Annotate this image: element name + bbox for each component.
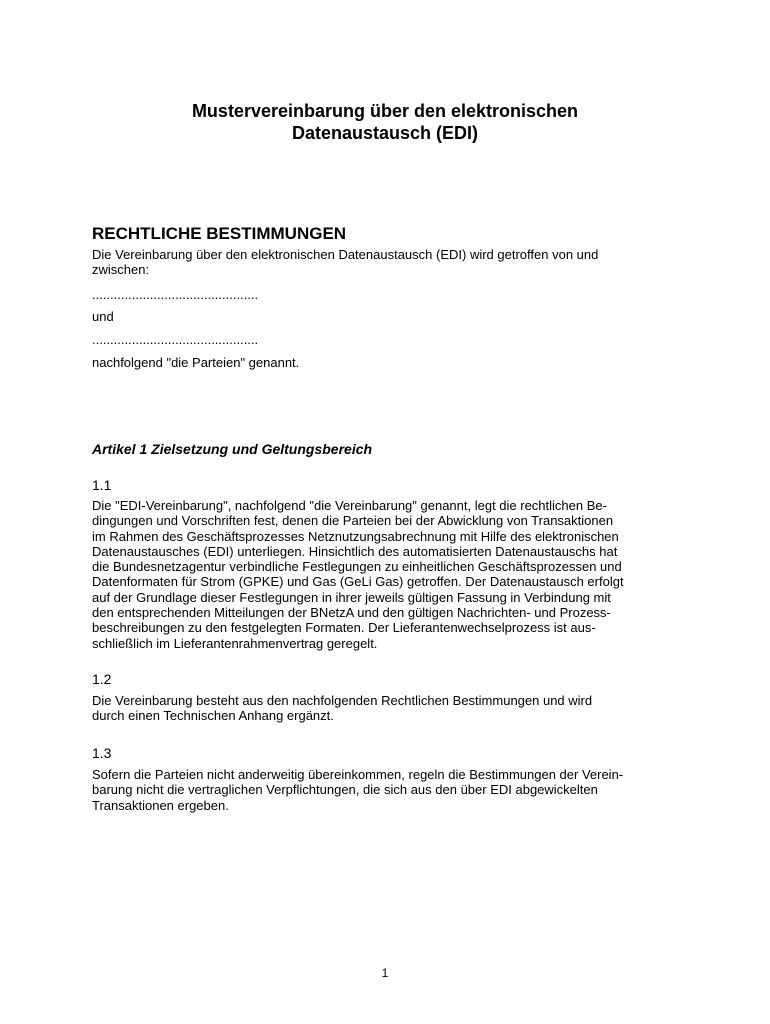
clause-line: auf der Grundlage dieser Festlegungen in ihrer jeweils gültigen Fassung in Verbindung mit bbox=[92, 589, 611, 605]
page-number: 1 bbox=[381, 966, 389, 980]
clause-line: im Rahmen des Geschäftsprozesses Netznutzungsabrechnung mit Hilfe des elektronischen bbox=[92, 528, 619, 544]
document-title bbox=[0, 100, 770, 144]
und-text: und bbox=[92, 309, 114, 324]
clause-paragraph bbox=[92, 693, 592, 724]
intro-line-2: zwischen: bbox=[92, 262, 150, 278]
clause-line: Datenformaten für Strom (GPKE) und Gas (GeLi Gas) getroffen. Der Datenaustausch erfolgt bbox=[92, 574, 624, 590]
parties-named-text: nachfolgend "die Parteien" genannt. bbox=[92, 355, 300, 370]
clause-line: Die Vereinbarung besteht aus den nachfolgenden Rechtlichen Bestimmungen und wird bbox=[92, 693, 593, 708]
clause-number: 1.2 bbox=[92, 671, 112, 687]
intro-paragraph bbox=[92, 247, 598, 278]
clause-line: barung nicht die vertraglichen Verpflichtungen, die sich aus den über EDI abgewickelten bbox=[92, 782, 598, 798]
clause-line: schließlich im Lieferantenrahmenvertrag geregelt. bbox=[92, 635, 378, 651]
title-line-1: Mustervereinbarung über den elektronischen bbox=[191, 101, 579, 121]
clause-line: Datenaustausches (EDI) unterliegen. Hinsichtlich des automatisierten Datenaustauschs hat bbox=[92, 543, 618, 559]
intro-line-1: Die Vereinbarung über den elektronischen Datenaustausch (EDI) wird getroffen von und bbox=[92, 247, 599, 262]
clause-number: 1.3 bbox=[92, 745, 112, 761]
section-heading: RECHTLICHE BESTIMMUNGEN bbox=[92, 224, 347, 243]
clause-line: die Bundesnetzagentur verbindliche Festlegungen zu einheitlichen Geschäftsprozessen und bbox=[92, 559, 622, 575]
party-placeholder-2: .............................................. bbox=[92, 332, 259, 347]
party-placeholder-1: .............................................. bbox=[92, 287, 259, 302]
clause-number: 1.1 bbox=[92, 477, 112, 493]
clause-line: Sofern die Parteien nicht anderweitig übereinkommen, regeln die Bestimmungen der Verein- bbox=[92, 767, 624, 782]
clause-line: dingungen und Vorschriften fest, denen die Parteien bei der Abwicklung von Transaktionen bbox=[92, 513, 614, 529]
clause-paragraph bbox=[92, 767, 623, 813]
clause-line: Die "EDI-Vereinbarung", nachfolgend "die Vereinbarung" genannt, legt die rechtlichen Be- bbox=[92, 498, 607, 513]
article-1-heading: Artikel 1 Zielsetzung und Geltungsbereich bbox=[92, 441, 373, 457]
clause-line: beschreibungen zu den festgelegten Formaten. Der Lieferantenwechselprozess ist aus- bbox=[92, 620, 596, 636]
clause-line: den entsprechenden Mitteilungen der BNetzA und den gültigen Nachrichten- und Prozess- bbox=[92, 605, 611, 621]
clause-line: durch einen Technischen Anhang ergänzt. bbox=[92, 708, 334, 724]
clause-paragraph bbox=[92, 498, 624, 651]
title-line-2: Datenaustausch (EDI) bbox=[291, 123, 479, 143]
clause-line: Transaktionen ergeben. bbox=[92, 797, 229, 813]
